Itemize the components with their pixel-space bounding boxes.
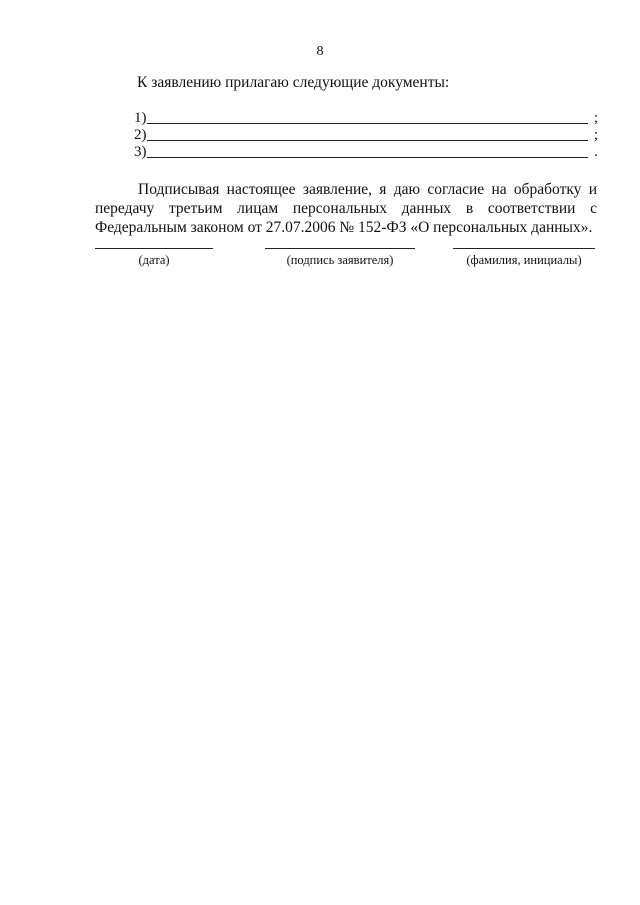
attachment-line-3[interactable] bbox=[134, 144, 598, 161]
attachment-line-2[interactable] bbox=[134, 127, 598, 144]
date-line[interactable] bbox=[95, 248, 213, 249]
signature-line[interactable] bbox=[265, 248, 415, 249]
name-line[interactable] bbox=[453, 248, 595, 249]
attachment-end-mark: ; bbox=[593, 110, 598, 126]
signature-field[interactable] bbox=[265, 248, 415, 268]
attachment-end-mark: . bbox=[594, 144, 598, 160]
attachment-line-1[interactable] bbox=[134, 110, 598, 127]
attachment-end-mark: ; bbox=[593, 127, 598, 143]
signature-caption: (подпись заявителя) bbox=[286, 253, 394, 267]
attachment-number: 1) bbox=[134, 110, 147, 126]
attachment-number: 2) bbox=[134, 127, 147, 143]
consent-paragraph: Подписывая настоящее заявление, я даю согласие на обработку и передачу третьим лицам персональных данных в соответствии с Федеральным законом от 27.07.2006 № 152-ФЗ «О персональных данных». bbox=[95, 181, 597, 236]
attachment-blank[interactable] bbox=[147, 157, 589, 158]
attachments-list bbox=[134, 110, 598, 161]
attachment-number: 3) bbox=[134, 144, 147, 160]
page-number: 8 bbox=[316, 44, 324, 59]
date-field[interactable] bbox=[95, 248, 213, 268]
attachment-blank[interactable] bbox=[147, 123, 589, 124]
name-field[interactable] bbox=[453, 248, 595, 268]
attachments-intro: К заявлению прилагаю следующие документы: bbox=[137, 74, 450, 91]
name-caption: (фамилия, инициалы) bbox=[466, 253, 582, 267]
attachment-blank[interactable] bbox=[147, 140, 589, 141]
date-caption: (дата) bbox=[138, 253, 170, 267]
